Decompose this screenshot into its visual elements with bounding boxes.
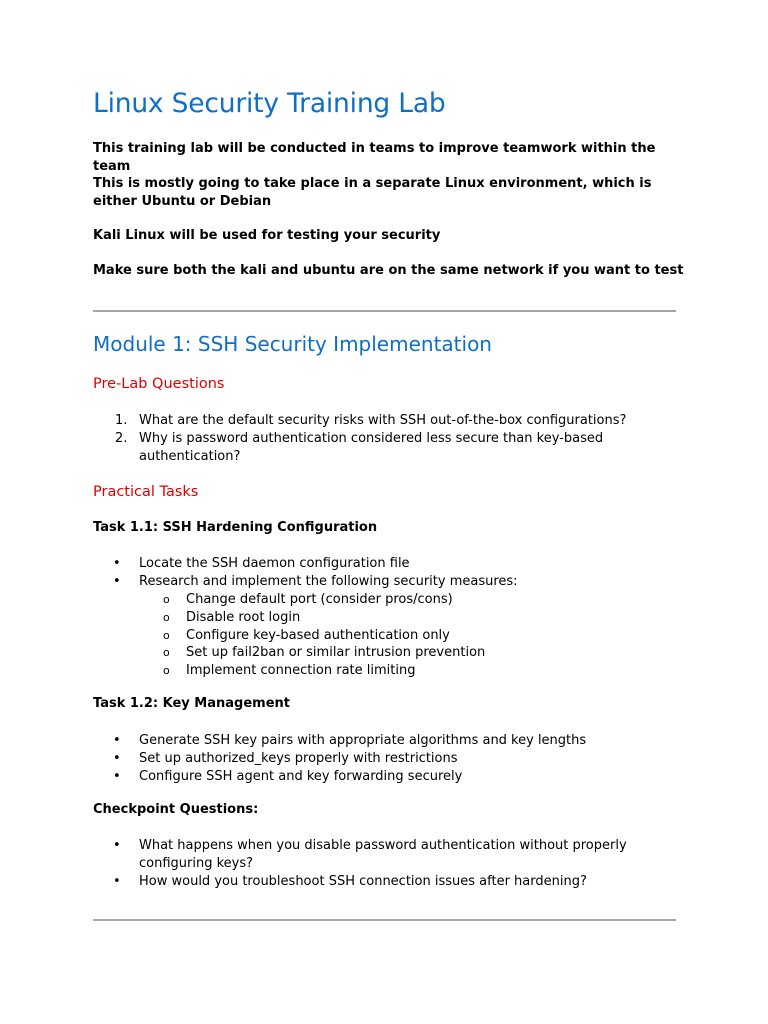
list-item [93,591,676,609]
checkpoint-heading: Checkpoint Questions: [93,802,259,817]
circle-bullet-icon: o [163,664,170,678]
task-1-1-sub-list [93,591,676,680]
task-1-1-heading: Task 1.1: SSH Hardening Configuration [93,520,378,535]
intro-paragraph-environment: This is mostly going to take place in a separate Linux environment, which is either Ubuntu or Debian [93,176,652,209]
module-title: Module 1: SSH Security Implementation [93,332,492,356]
list-item-text: What are the default security risks with SSH out-of-the-box configurations? [139,413,627,428]
list-item [93,768,676,786]
intro-paragraph-teams: This training lab will be conducted in teams to improve teamwork within the team [93,141,656,174]
list-item [93,555,676,573]
bullet-icon: • [113,873,121,889]
bullet-icon: • [113,750,121,766]
list-item-text: Change default port (consider pros/cons) [186,592,453,607]
circle-bullet-icon: o [163,610,170,624]
list-item-text: Locate the SSH daemon configuration file [139,556,410,571]
list-item [93,750,676,768]
list-item-text: Why is password authentication considered less secure than key-based authentication? [139,430,604,464]
list-item [93,837,676,873]
practical-tasks-heading: Practical Tasks [93,484,199,500]
list-item [93,644,676,662]
list-item [93,732,676,750]
bullet-icon: • [113,556,121,571]
list-item [93,573,676,591]
list-item-text: Disable root login [186,609,301,625]
list-item [93,609,676,627]
intro-paragraph-kali: Kali Linux will be used for testing your security [93,228,441,243]
list-item [93,662,676,680]
list-item [93,412,676,430]
pre-lab-heading: Pre-Lab Questions [93,376,225,392]
checkpoint-list [93,837,676,890]
list-item-text: Configure key-based authentication only [186,627,450,643]
list-item-text: Implement connection rate limiting [186,663,416,679]
list-item-text: Set up authorized_keys properly with restrictions [139,750,458,766]
bullet-icon: • [113,768,121,784]
bullet-icon: • [113,573,121,589]
list-number: 1. [115,413,128,428]
bullet-icon: • [113,733,121,748]
section-divider-bottom [93,919,676,921]
document-title: Linux Security Training Lab [93,88,446,119]
list-item [93,873,676,891]
pre-lab-questions-list [93,412,676,465]
list-item-text: Generate SSH key pairs with appropriate algorithms and key lengths [139,733,587,748]
list-item-text: Set up fail2ban or similar intrusion prevention [186,645,486,661]
circle-bullet-icon: o [163,593,170,606]
list-number: 2. [115,430,128,446]
bullet-icon: • [113,838,121,853]
list-item-text: Configure SSH agent and key forwarding securely [139,768,463,784]
task-1-1-list [93,555,676,591]
list-item [93,430,676,466]
list-item [93,627,676,645]
circle-bullet-icon: o [163,628,170,642]
task-1-2-list [93,732,676,785]
task-1-2-heading: Task 1.2: Key Management [93,696,290,711]
section-divider-top [93,310,676,312]
list-item-text: How would you troubleshoot SSH connection issues after hardening? [139,873,587,889]
intro-paragraph-network: Make sure both the kali and ubuntu are on the same network if you want to test [93,263,684,278]
list-item-text: What happens when you disable password authentication without properly configuring keys? [139,838,627,871]
list-item-text: Research and implement the following security measures: [139,573,518,589]
circle-bullet-icon: o [163,646,170,660]
